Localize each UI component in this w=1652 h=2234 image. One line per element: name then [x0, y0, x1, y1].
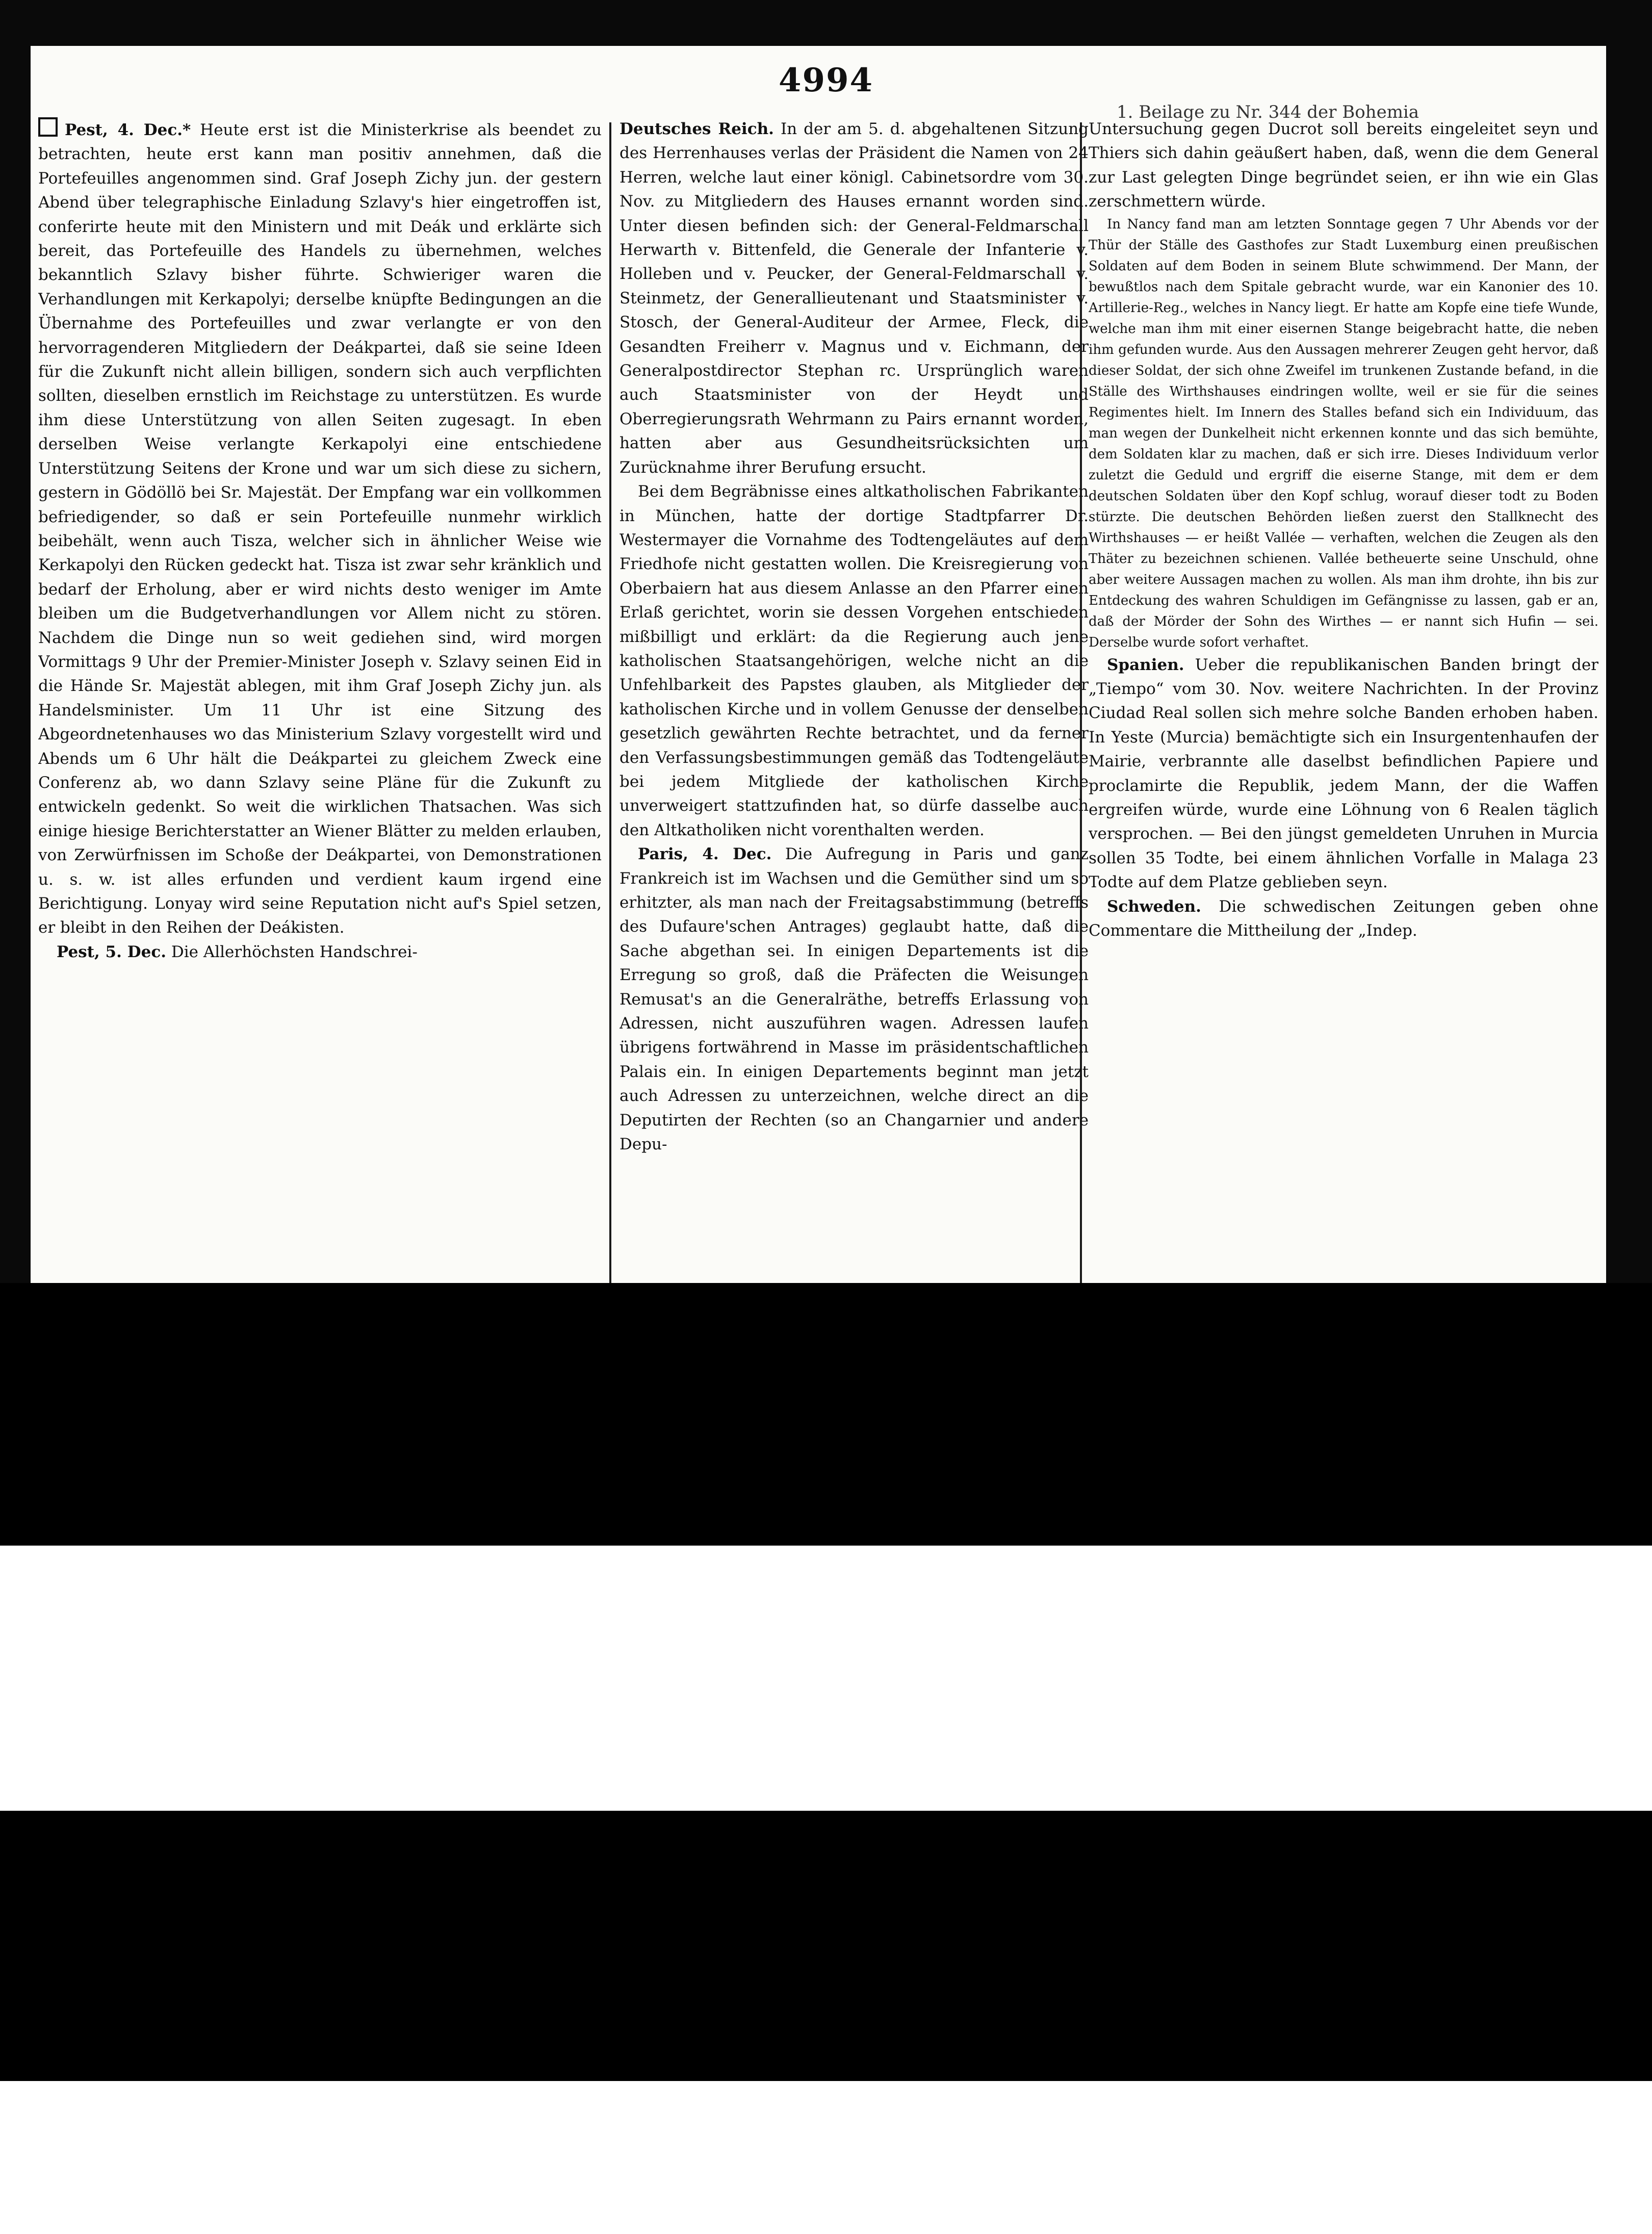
- paragraph-text: Die schwedischen Zeitungen geben ohne Commentare die Mittheilung der „Indep.: [1089, 897, 1598, 940]
- article-paragraph: [1089, 653, 1598, 895]
- article-paragraph: [1089, 895, 1598, 943]
- article-paragraph: [620, 117, 1089, 480]
- paragraph-text: Die Aufregung in Paris und ganz Frankreich ist im Wachsen und die Gemüther sind um so erhitzter, als man nach der Freitagsabstimmung (betreffs des Dufaure'schen Antrages) geglaubt hatte, daß die Sache abgethan sei. In einigen Departements ist die Erregung so groß, daß die Präfecten die Weisungen Remusat's an die Generalräthe, betreffs Erlassung von Adressen, nicht auszuführen wagen. Adressen laufen übrigens fortwährend in Masse im präsidentschaftlichen Palais ein. In einigen Departements beginnt man jetzt auch Adressen zu unterzeichnen, welche direct an die Deputirten der Rechten (so an Changarnier und andere Depu-: [620, 845, 1089, 1154]
- dateline: Pest, 4. Dec.*: [65, 121, 191, 139]
- article-paragraph: [38, 940, 602, 964]
- black-band: [0, 1283, 1652, 1546]
- column-divider: [609, 122, 611, 1283]
- dateline: Paris, 4. Dec.: [638, 845, 772, 864]
- article-column-2: [620, 117, 1089, 1283]
- black-band: [0, 1811, 1652, 2081]
- paragraph-text: In der am 5. d. abgehaltenen Sitzung des Herrenhauses verlas der Präsident die Namen von 24 Herren, welche laut einer königl. Cabinetsordre vom 30. Nov. zu Mitgliedern des Hauses ernannt worden sind. Unter diesen befinden sich: der General-Feldmarschall Herwarth v. Bittenfeld, die Generale der Infanterie v. Holleben und v. Peucker, der General-Feldmarschall v. Steinmetz, der Generallieutenant und Staatsminister v. Stosch, der General-Auditeur der Armee, Fleck, die Gesandten Freiherr v. Magnus und v. Eichmann, der Generalpostdirector Stephan rc. Ursprünglich waren auch Staatsminister von der Heydt und Oberregierungsrath Wehrmann zu Pairs ernannt worden, hatten aber aus Gesundheitsrücksichten um Zurücknahme ihrer Berufung ersucht.: [620, 120, 1089, 477]
- running-head: 1. Beilage zu Nr. 344 der Bohemia: [1117, 102, 1419, 122]
- article-paragraph-small: [1089, 214, 1598, 653]
- paragraph-text: Ueber die republikanischen Banden bringt der „Tiempo“ vom 30. Nov. weitere Nachrichten. In der Provinz Ciudad Real sollen sich mehre solche Banden erhoben haben. In Yeste (Murcia) bemächtigte sich ein Insurgentenhaufen der Mairie, verbrannte alle daselbst befindlichen Papiere und proclamirte die Republik, jedem Mann, der die Waffen ergreifen würde, wurde eine Löhnung von 6 Realen täglich versprochen. — Bei den jüngst gemeldeten Unruhen in Murcia sollen 35 Todte, bei einem ähnlichen Vorfalle in Malaga 23 Todte auf dem Platze geblieben seyn.: [1089, 655, 1598, 892]
- section-heading: Spanien.: [1107, 655, 1184, 674]
- paragraph-text: Die Allerhöchsten Handschrei-: [171, 942, 418, 961]
- article-paragraph: [38, 117, 602, 940]
- paragraph-text: Bei dem Begräbnisse eines altkatholischen Fabrikanten in München, hatte der dortige Stadtpfarrer Dr. Westermayer die Vornahme des Todtengeläutes auf dem Friedhofe nicht gestatten wollen. Die Kreisregierung von Oberbaiern hat aus diesem Anlasse an den Pfarrer einen Erlaß gerichtet, worin sie dessen Vorgehen entschieden mißbilligt und erklärt: da die Regierung auch jene katholischen Staatsangehörigen, welche nicht an die Unfehlbarkeit des Papstes glauben, als Mitglieder der katholischen Kirche und in vollem Genusse der denselben gesetzlich gewährten Rechte betrachtet, und da ferner den Verfassungsbestimmungen gemäß das Todtengeläute bei jedem Mitgliede der katholischen Kirche unverweigert stattzufinden hat, so dürfe dasselbe auch den Altkatholiken nicht vorenthalten werden.: [620, 482, 1089, 839]
- section-heading: Deutsches Reich.: [620, 120, 774, 138]
- article-paragraph: [1089, 117, 1598, 214]
- paragraph-text: In Nancy fand man am letzten Sonntage gegen 7 Uhr Abends vor der Thür der Ställe des Gasthofes zur Stadt Luxemburg einen preußischen Soldaten auf dem Boden in seinem Blute schwimmend. Der Mann, der bewußtlos nach dem Spitale gebracht wurde, war ein Kanonier des 10. Artillerie-Reg., welches in Nancy liegt. Er hatte am Kopfe eine tiefe Wunde, welche man ihm mit einer eisernen Stange beigebracht hatte, die neben ihm gefunden wurde. Aus den Aussagen mehrerer Zeugen geht hervor, daß dieser Soldat, der sich ohne Zweifel im trunkenen Zustande befand, in die Ställe des Wirthshauses eindringen wollte, weil er sie für die seines Regimentes hielt. Im Innern des Stalles befand sich ein Individuum, das man wegen der Dunkelheit nicht erkennen konnte und das sich bemühte, dem Soldaten klar zu machen, daß er sich irre. Dieses Individuum verlor zuletzt die Geduld und ergriff die eiserne Stange, mit dem er dem deutschen Soldaten über den Kopf schlug, worauf dieser todt zu Boden stürzte. Die deutschen Behörden ließen zuerst den Stallknecht des Wirthshauses — er heißt Vallée — verhaften, welchen die Zeugen als den Thäter zu bezeichnen schienen. Vallée betheuerte seine Unschuld, ohne aber weitere Aussagen machen zu wollen. Als man ihm drohte, ihn bis zur Entdeckung des wahren Schuldigen im Gefängnisse zu lassen, gab er an, daß der Mörder der Sohn des Wirthes — er nannt sich Hufin — sei. Derselbe wurde sofort verhaftet.: [1089, 216, 1598, 650]
- page-number: 4994: [778, 61, 874, 99]
- white-band: [0, 1546, 1652, 1811]
- article-paragraph: [620, 480, 1089, 842]
- box-marker-icon: [38, 117, 58, 137]
- article-paragraph: [620, 842, 1089, 1157]
- dateline: Pest, 5. Dec.: [57, 942, 166, 961]
- section-heading: Schweden.: [1107, 897, 1201, 916]
- paragraph-text: Untersuchung gegen Ducrot soll bereits eingeleitet seyn und Thiers sich dahin geäußert haben, daß, wenn die dem General zur Last gelegten Dinge begründet seien, er ihn wie ein Glas zerschmettern würde.: [1089, 120, 1598, 211]
- article-column-3: [1089, 117, 1598, 1283]
- article-column-1: [38, 117, 602, 1283]
- paragraph-text: Heute erst ist die Ministerkrise als beendet zu betrachten, heute erst kann man positiv annehmen, daß die Portefeuilles angenommen sind. Graf Joseph Zichy jun. der gestern Abend über telegraphische Einladung Szlavy's hier eingetroffen ist, conferirte heute mit den Ministern und mit Deák und erklärte sich bereit, das Portefeuille des Handels zu übernehmen, welches bekanntlich Szlavy bisher führte. Schwieriger waren die Verhandlungen mit Kerkapolyi; derselbe knüpfte Bedingungen an die Übernahme des Portefeuilles und zwar verlangte er von den hervorragenderen Mitgliedern der Deákpartei, daß sie seine Ideen für die Zukunft nicht allein billigen, sondern sich auch verpflichten sollten, dieselben ernstlich im Reichstage zu unterstützen. Es wurde ihm diese Unterstützung von allen Seiten zugesagt. In eben derselben Weise verlangte Kerkapolyi eine entschiedene Unterstützung Seitens der Krone und war um sich diese zu sichern, gestern in Gödöllö bei Sr. Majestät. Der Empfang war ein vollkommen befriedigender, so daß er sein Portefeuille nunmehr wirklich beibehält, wenn auch Tisza, welcher sich in ähnlicher Weise wie Kerkapolyi den Rücken gedeckt hat. Tisza ist zwar sehr kränklich und bedarf der Erholung, aber er wird nichts desto weniger im Amte bleiben um die Budgetverhandlungen vor Allem nicht zu stören. Nachdem die Dinge nun so weit gediehen sind, wird morgen Vormittags 9 Uhr der Premier-Minister Joseph v. Szlavy seinen Eid in die Hände Sr. Majestät ablegen, mit ihm Graf Joseph Zichy jun. als Handelsminister. Um 11 Uhr ist eine Sitzung des Abgeordnetenhauses wo das Ministerium Szlavy vorgestellt wird und Abends um 6 Uhr hält die Deákpartei zu gleichem Zweck eine Conferenz ab, wo dann Szlavy seine Pläne für die Zukunft zu entwickeln gedenkt. So weit die wirklichen Thatsachen. Was sich einige hiesige Berichterstatter an Wiener Blätter zu melden erlauben, von Zerwürfnissen im Schoße der Deákpartei, von Demonstrationen u. s. w. ist alles erfunden und verdient kaum irgend eine Berichtigung. Lonyay wird seine Reputation nicht auf's Spiel setzen, er bleibt in den Reihen der Deákisten.: [38, 121, 602, 937]
